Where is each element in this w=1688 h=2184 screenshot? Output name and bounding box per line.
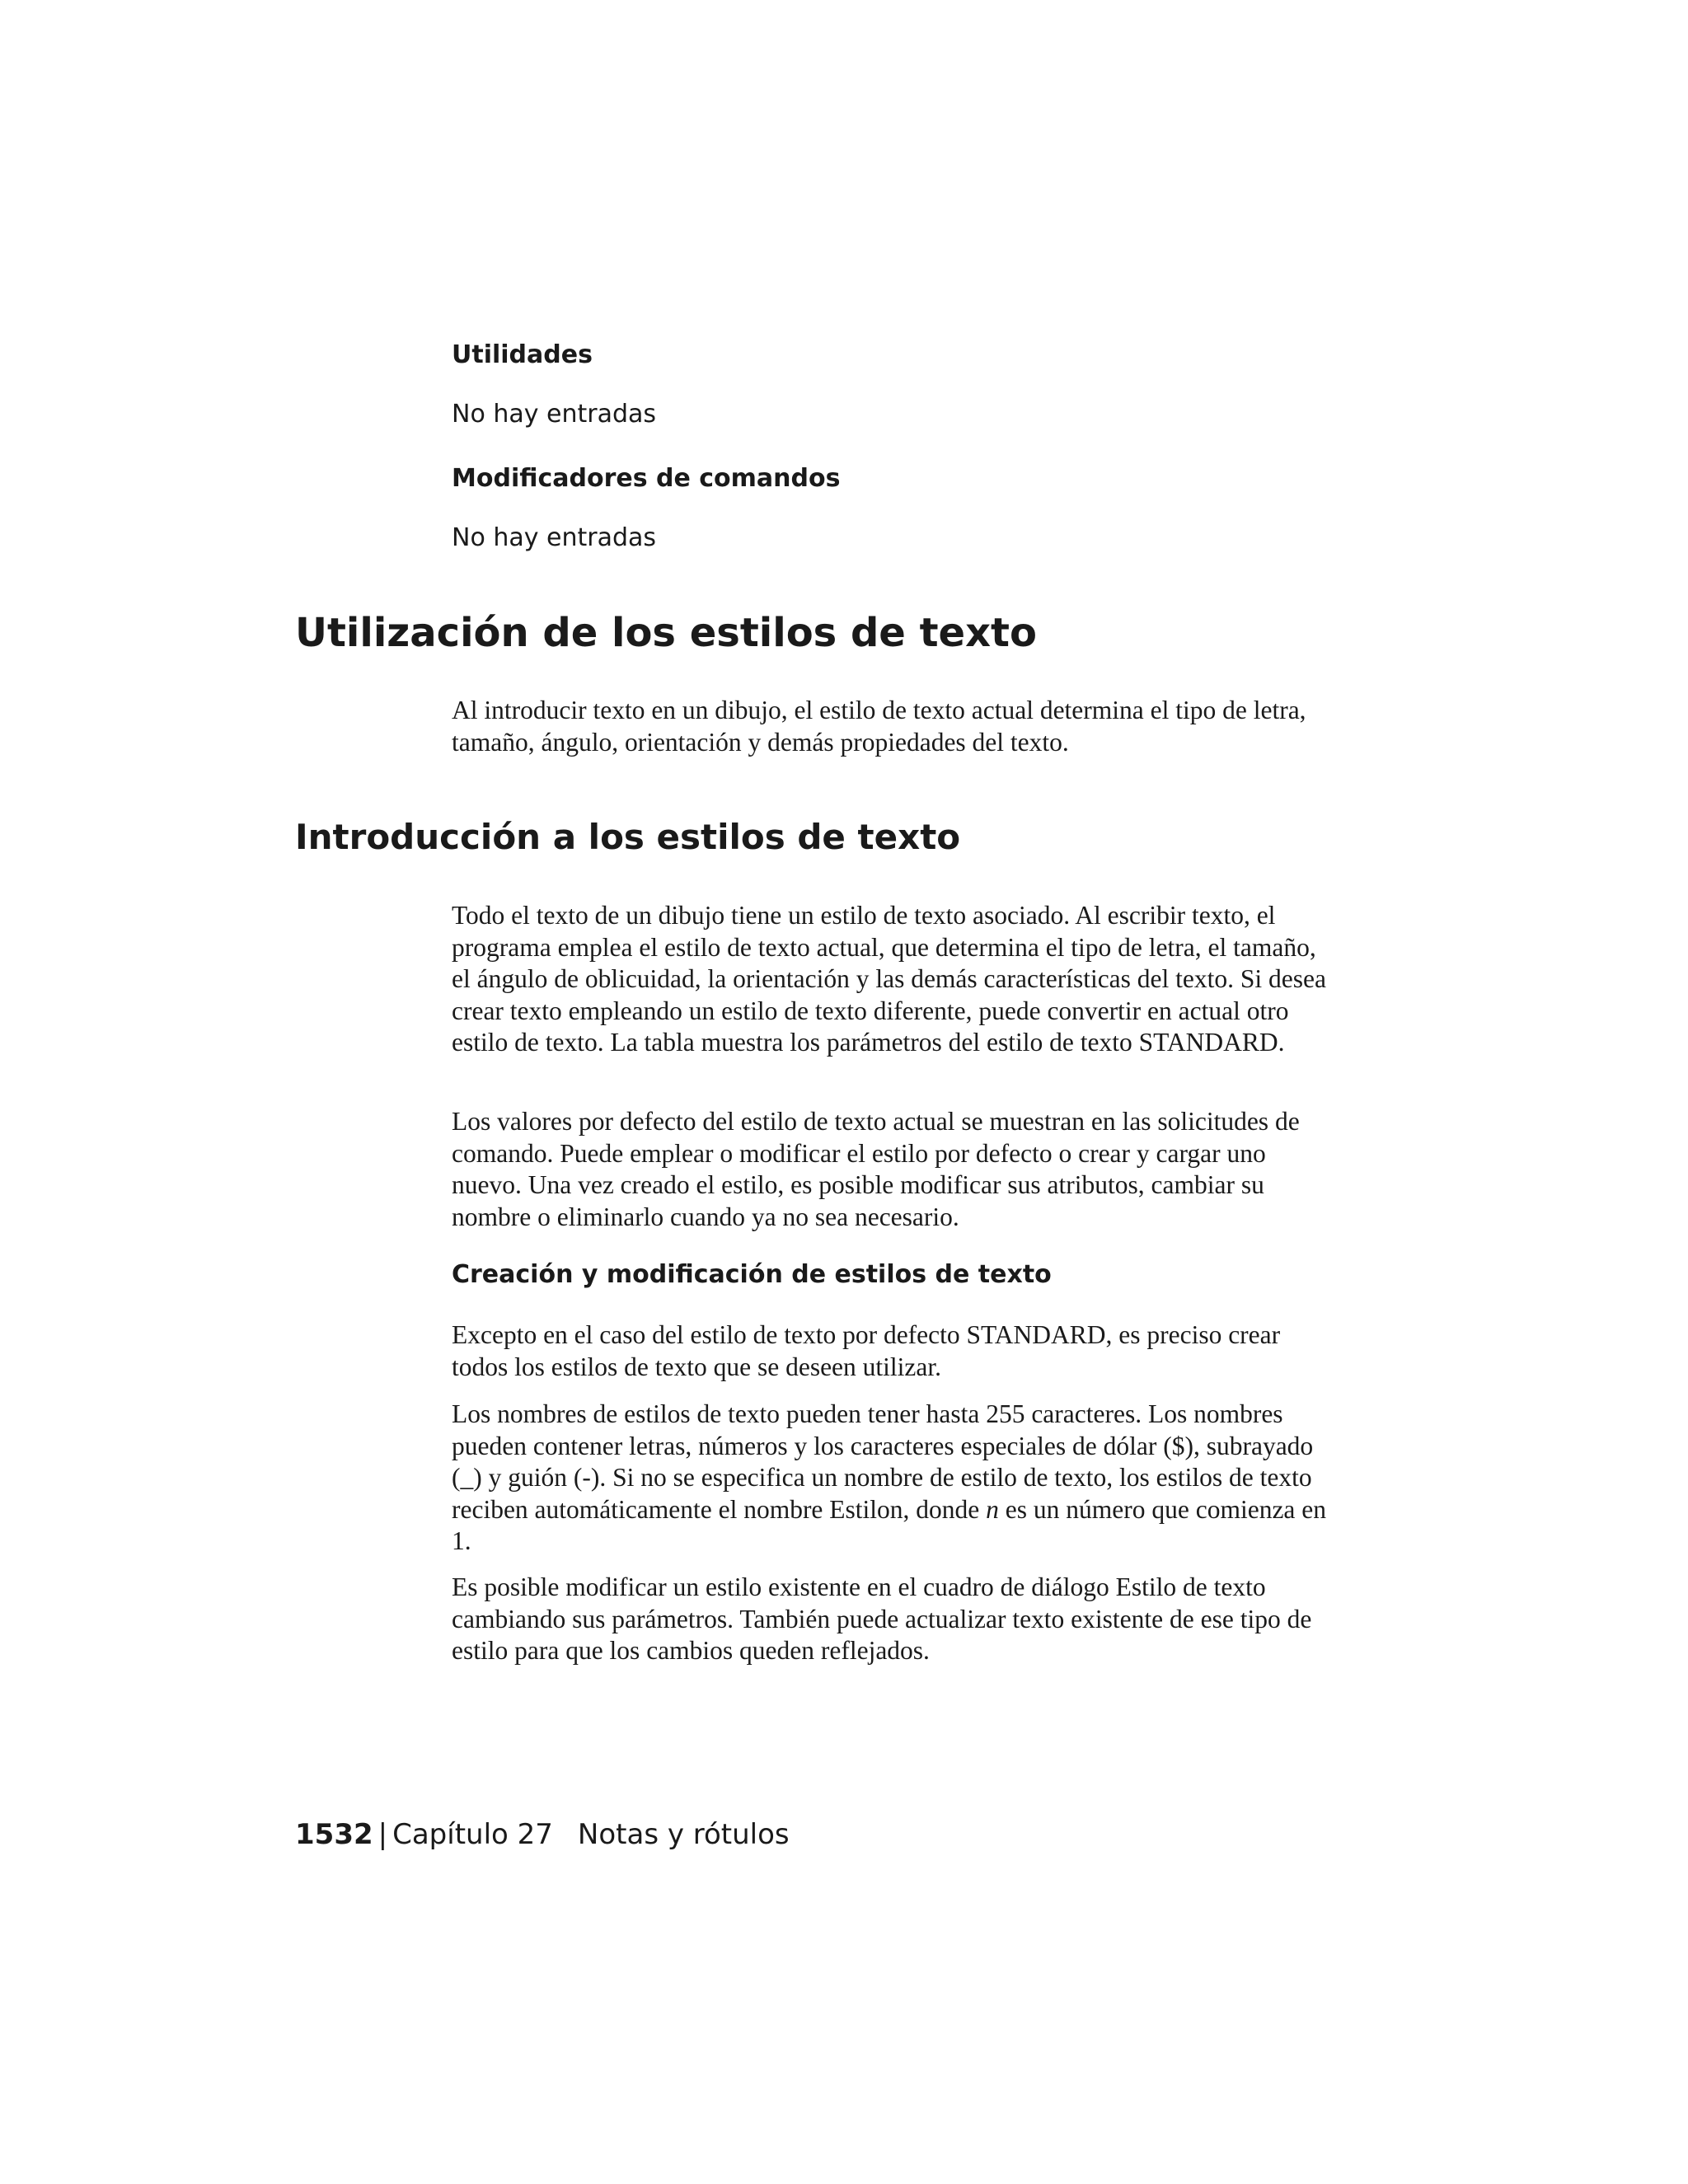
modificadores-text: No hay entradas (452, 523, 657, 552)
body-paragraph-1: Todo el texto de un dibujo tiene un estilo de texto asociado. Al escribir texto, el programa emplea el estilo de texto actual, que determina el tipo de letra, el tamaño, el ángulo de oblicuidad, la orientación y las demás características del texto. Si desea crear texto empleando un estilo de texto diferente, puede convertir en actual otro estilo de texto. La tabla muestra los parámetros del estilo de texto STANDARD. (452, 901, 1326, 1057)
subsection-paragraph-1: Excepto en el caso del estilo de texto por defecto STANDARD, es preciso crear todos los estilos de texto que se deseen utilizar. (452, 1320, 1281, 1381)
subsection-paragraph-2 (452, 1399, 1335, 1558)
section-heading: Introducción a los estilos de texto (295, 817, 961, 857)
subsection-heading: Creación y modificación de estilos de texto (452, 1260, 1052, 1289)
page-footer (295, 1816, 790, 1853)
intro-paragraph: Al introducir texto en un dibujo, el estilo de texto actual determina el tipo de letra, tamaño, ángulo, orientación y demás propiedades del texto. (452, 696, 1306, 757)
subsection-paragraph-3: Es posible modificar un estilo existente en el cuadro de diálogo Estilo de texto cambiando sus parámetros. También puede actualizar texto existente de ese tipo de estilo para que los cambios queden reflejados. (452, 1572, 1312, 1665)
utilidades-heading: Utilidades (452, 340, 593, 369)
subsection-paragraph-2-end: es un número que comienza en 1. (452, 1494, 1327, 1555)
variable-n: n (986, 1494, 999, 1524)
footer-separator: | (377, 1818, 388, 1851)
page-number: 1532 (295, 1818, 373, 1851)
main-heading: Utilización de los estilos de texto (295, 610, 1037, 656)
subsection-paragraph-2-start: Los nombres de estilos de texto pueden tener hasta 255 caracteres. Los nombres pueden contener letras, números y los caracteres especiales de dólar ($), subrayado (_) y guión (-). Si no se especifica un nombre de estilo de texto, los estilos de texto reciben automáticamente el nombre Estilon, donde (452, 1399, 1314, 1524)
body-paragraph-2: Los valores por defecto del estilo de texto actual se muestran en las solicitudes de comando. Puede emplear o modificar el estilo por defecto o crear y cargar uno nuevo. Una vez creado el estilo, es posible modificar sus atributos, cambiar su nombre o eliminarlo cuando ya no sea necesario. (452, 1107, 1300, 1231)
utilidades-text: No hay entradas (452, 400, 657, 429)
chapter-title: Notas y rótulos (577, 1818, 790, 1851)
chapter-label: Capítulo 27 (392, 1818, 553, 1851)
modificadores-heading: Modificadores de comandos (452, 464, 841, 493)
